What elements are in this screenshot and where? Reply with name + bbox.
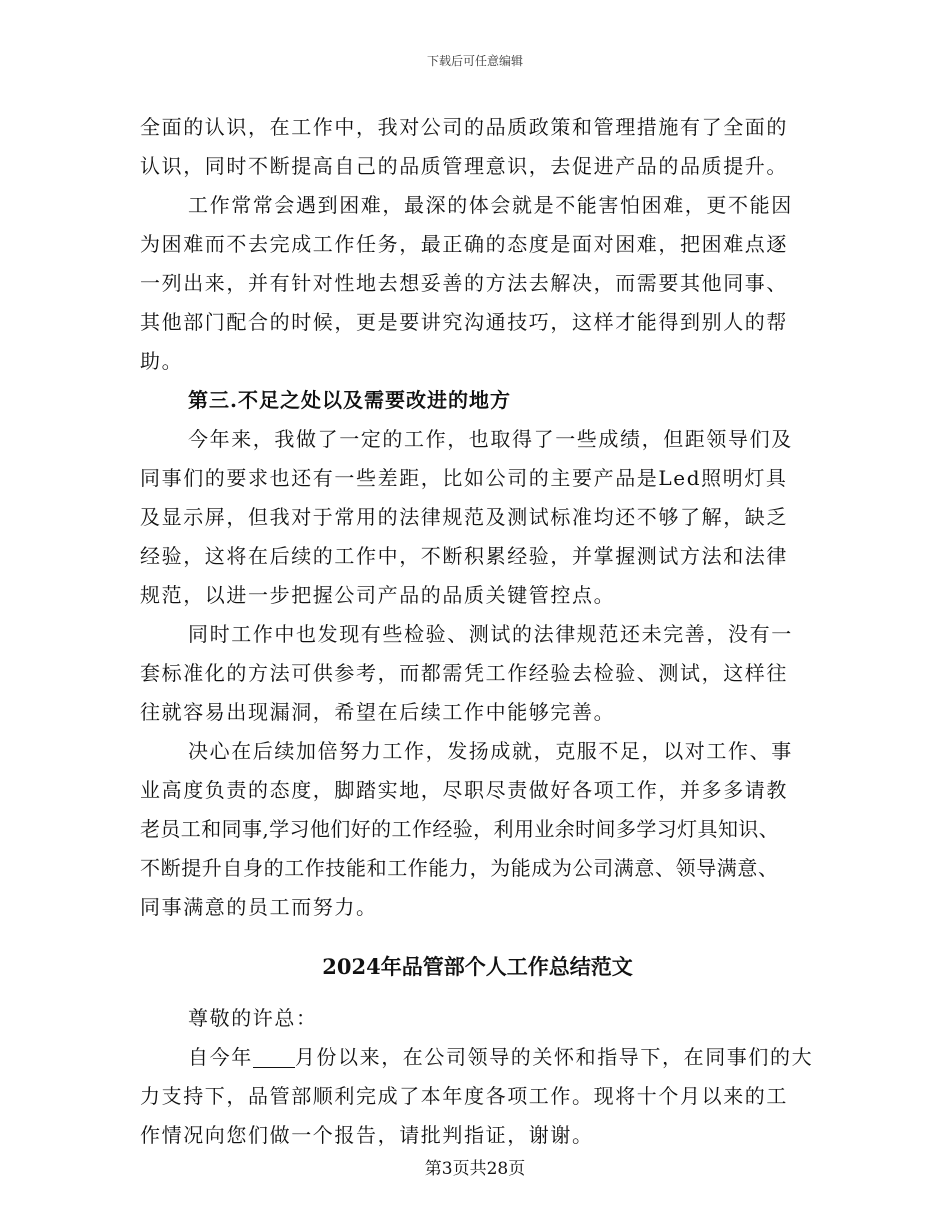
document-title: 2024年品管部个人工作总结范文: [322, 954, 633, 979]
paragraph-line: 老员工和同事,学习他们好的工作经验，利用业余时间多学习灯具知识、: [140, 817, 780, 841]
intro-prefix: 自今年: [188, 1045, 253, 1069]
intro-suffix: 月份以来，在公司领导的关怀和指导下，在同事们的大: [294, 1045, 814, 1069]
section-heading: 第三.不足之处以及需要改进的地方: [188, 388, 511, 412]
paragraph-line: 作情况向您们做一个报告，请批判指证，谢谢。: [140, 1123, 594, 1147]
paragraph-line: [140, 1038, 815, 1077]
fill-in-blank: [253, 1047, 295, 1068]
document-body: [140, 108, 815, 1155]
paragraph-line: 工作常常会遇到困难，最深的体会就是不能害怕困难，更不能因: [188, 193, 793, 217]
page-number: 第3页共28页: [424, 1159, 526, 1179]
paragraph-line: 及显示屏，但我对于常用的法律规范及测试标准均还不够了解，缺乏: [140, 505, 788, 529]
paragraph-line: 规范，以进一步把握公司产品的品质关键管控点。: [140, 583, 616, 607]
paragraph-line: 力支持下，品管部顺利完成了本年度各项工作。现将十个月以来的工: [140, 1084, 788, 1108]
paragraph-line: 其他部门配合的时候，更是要讲究沟通技巧，这样才能得到别人的帮: [140, 310, 788, 334]
paragraph-line: 不断提升自身的工作技能和工作能力，为能成为公司满意、领导满意、: [140, 856, 779, 880]
paragraph-line: 助。: [140, 349, 184, 373]
paragraph-line: 同事满意的员工而努力。: [140, 895, 378, 919]
paragraph-line: 认识，同时不断提高自己的品质管理意识，去促进产品的品质提升。: [140, 154, 788, 178]
paragraph-line: 同时工作中也发现有些检验、测试的法律规范还未完善，没有一: [188, 622, 793, 646]
paragraph-line: 业高度负责的态度，脚踏实地，尽职尽责做好各项工作，并多多请教: [140, 778, 788, 802]
page-header: 下载后可任意编辑: [426, 54, 523, 68]
paragraph-line: 一列出来，并有针对性地去想妥善的方法去解决，而需要其他同事、: [140, 271, 788, 295]
paragraph-line: 同事们的要求也还有一些差距，比如公司的主要产品是Led照明灯具: [140, 466, 788, 490]
salutation: 尊敬的许总：: [188, 1006, 318, 1030]
paragraph-line: 经验，这将在后续的工作中，不断积累经验，并掌握测试方法和法律: [140, 544, 788, 568]
paragraph-line: 为困难而不去完成工作任务，最正确的态度是面对困难，把困难点逐: [140, 232, 788, 256]
paragraph-line: 往就容易出现漏洞，希望在后续工作中能够完善。: [140, 700, 616, 724]
paragraph-line: 今年来，我做了一定的工作，也取得了一些成绩，但距领导们及: [188, 427, 793, 451]
paragraph-line: 决心在后续加倍努力工作，发扬成就，克服不足，以对工作、事: [188, 739, 793, 763]
paragraph-line: 套标准化的方法可供参考，而都需凭工作经验去检验、测试，这样往: [140, 661, 788, 685]
paragraph-line: 全面的认识，在工作中，我对公司的品质政策和管理措施有了全面的: [140, 115, 788, 139]
